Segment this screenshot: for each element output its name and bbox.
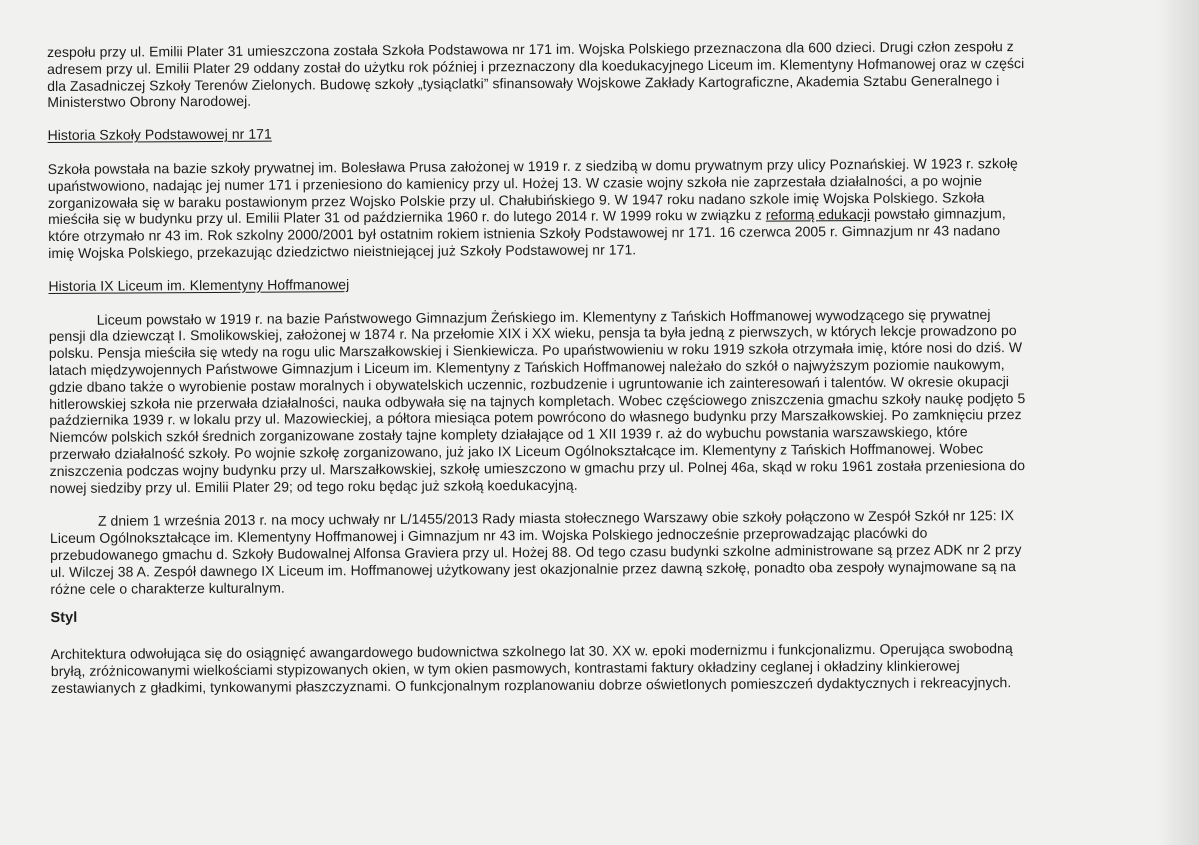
education-reform-link[interactable]: reformą edukacji bbox=[765, 206, 871, 223]
section-heading-wrapper bbox=[48, 120, 1158, 144]
section-heading-lyceum: Historia IX Liceum im. Klementyny Hoffmanowej bbox=[48, 275, 350, 294]
architecture-style-paragraph: Architektura odwołująca się do osiągnięć awangardowego budownictwa szkolnego lat 30. XX w. epoki modernizmu i funkcjonalizmu. Operująca swobodną bryłą, zróżnicowanymi wielkościami stypizowanych okien, w tym okien pasmowych, kontrastami faktury okładziny ceglanej i okładziny klinkierowej zestawianych z gładkimi, tynkowanymi płaszczyznami. O funkcjonalnym rozplanowaniu dobrze oświetlonych pomieszczeń dydaktycznych i rekreacyjnych. bbox=[50, 640, 1013, 696]
page-edge-shadow bbox=[1157, 0, 1199, 845]
primary-school-history-paragraph bbox=[48, 154, 1159, 262]
intro-paragraph: zespołu przy ul. Emilii Plater 31 umieszczona została Szkoła Podstawowa nr 171 im. Wojska Polskiego przeznaczona dla 600 dzieci. Drugi człon zespołu z adresem przy ul. Emilii Plater 29 oddany został do użytku rok później i przeznaczony dla koedukacyjnego Liceum im. Klementyny Hofmanowej oraz w części dla Zasadniczej Szkoły Terenów Zielonych. Budowę szkoły „tysiąclatki” sfinansowały Wojskowe Zakłady Kartograficzne, Akademia Sztabu Generalnego i Ministerstwo Obrony Narodowej. bbox=[47, 38, 1025, 111]
section-heading-wrapper bbox=[48, 271, 1158, 295]
section-heading-style: Styl bbox=[50, 610, 78, 627]
section-heading-primary-school: Historia Szkoły Podstawowej nr 171 bbox=[47, 125, 272, 144]
document-body bbox=[47, 37, 1161, 696]
lyceum-history-paragraph: Liceum powstało w 1919 r. na bazie Państwowego Gimnazjum Żeńskiego im. Klementyny z Tańskich Hoffmanowej wywodzącego się prywatnej pensji dla dziewcząt I. Smolikowskiej, założonej w 1874 r. Na przełomie XIX i XX wieku, pensja ta była jedną z pierwszych, w których lekcje prowadzono po polsku. Pensja mieściła się wtedy na rogu ulic Marszałkowskiej i Sienkiewicza. Po upaństwowieniu w roku 1919 szkoła otrzymała imię, które nosi do dziś. W latach międzywojennych Państwowe Gimnazjum i Liceum im. Klementyny z Tańskich Hoffmanowej należało do szkół o najwyższym poziomie naukowym, gdzie dbano także o wyrobienie postaw moralnych i obywatelskich uczennic, rozbudzenie i ugruntowanie ich zainteresowań i talentów. W okresie okupacji hitlerowskiej szkoła nie przerwała działalności, nauka odbywała się na tajnych kompletach. Wobec częściowego zniszczenia gmachu szkoły naukę podjęto 5 października 1939 r. w lokalu przy ul. Mazowieckiej, a półtora miesiąca potem powrócono do własnego budynku przy Marszałkowskiej. Po zamknięciu przez Niemców polskich szkół średnich zorganizowane zostały tajne komplety działające od 1 XII 1939 r. aż do wybuchu powstania warszawskiego, które przerwało działalność szkoły. Po wojnie szkołę zorganizowano, już jako IX Liceum Ogólnokształcące im. Klementyny z Tańskich Hoffmanowej. Wobec zniszczenia podczas wojny budynku przy ul. Marszałkowskiej, szkołę umieszczono w gmachu przy ul. Polnej 46a, skąd w roku 1961 została przeniesiona do nowej siedziby przy ul. Emilii Plater 29; od tego roku będąc już szkołą koedukacyjną. bbox=[48, 305, 1026, 496]
section-heading-wrapper bbox=[50, 603, 1160, 628]
school-merger-paragraph: Z dniem 1 września 2013 r. na mocy uchwały nr L/1455/2013 Rady miasta stołecznego Warszawy obie szkoły połączono w Zespół Szkół nr 125: IX Liceum Ogólnokształcące im. Klementyny Hoffmanowej i Gimnazjum nr 43 im. Wojska Polskiego jednocześnie przeprowadzając placówki do przebudowanego gmachu d. Szkoły Budowalnej Alfonsa Graviera przy ul. Hożej 88. Od tego czasu budynki szkolne administrowane są przez ADK nr 2 przy ul. Wilczej 38 A. Zespół dawnego IX Liceum im. Hoffmanowej użytkowany jest okazjonalnie przez dawną szkołę, ponadto oba zespoły wynajmowane są na różne cele o charakterze kulturalnym. bbox=[49, 507, 1022, 597]
primary-school-text-part1: Szkoła powstała na bazie szkoły prywatnej im. Bolesława Prusa założonej w 1919 r. z siedzibą w domu prywatnym przy ulicy Poznańskiej. W 1923 r. szkołę upaństwowiono, nadając jej numer 171 i przeniesiono do kamienicy przy ul. Hożej 13. W czasie wojny szkoła nie zaprzestała działalności, a po wojnie zorganizowała się w baraku postawionym przez Wojsko Polskie przy ul. Chałubińskiego 9. W 1947 roku nadano szkole imię Wojska Polskiego. Szkoła mieściła się w budynku przy ul. Emilii Plater 31 od października 1960 r. do lutego 2014 r. W 1999 roku w związku z bbox=[47, 155, 1018, 228]
primary-school-text-part2: powstało gimnazjum, które otrzymało nr 43 im. Rok szkolny 2000/2001 był ostatnim rokiem istnienia Szkoły Podstawowej nr 171. 16 czerwca 2005 r. Gimnazjum nr 43 nadano imię Wojska Polskiego, przekazując dziedzictwo nieistniejącej już Szkoły Podstawowej nr 171. bbox=[48, 205, 1006, 261]
